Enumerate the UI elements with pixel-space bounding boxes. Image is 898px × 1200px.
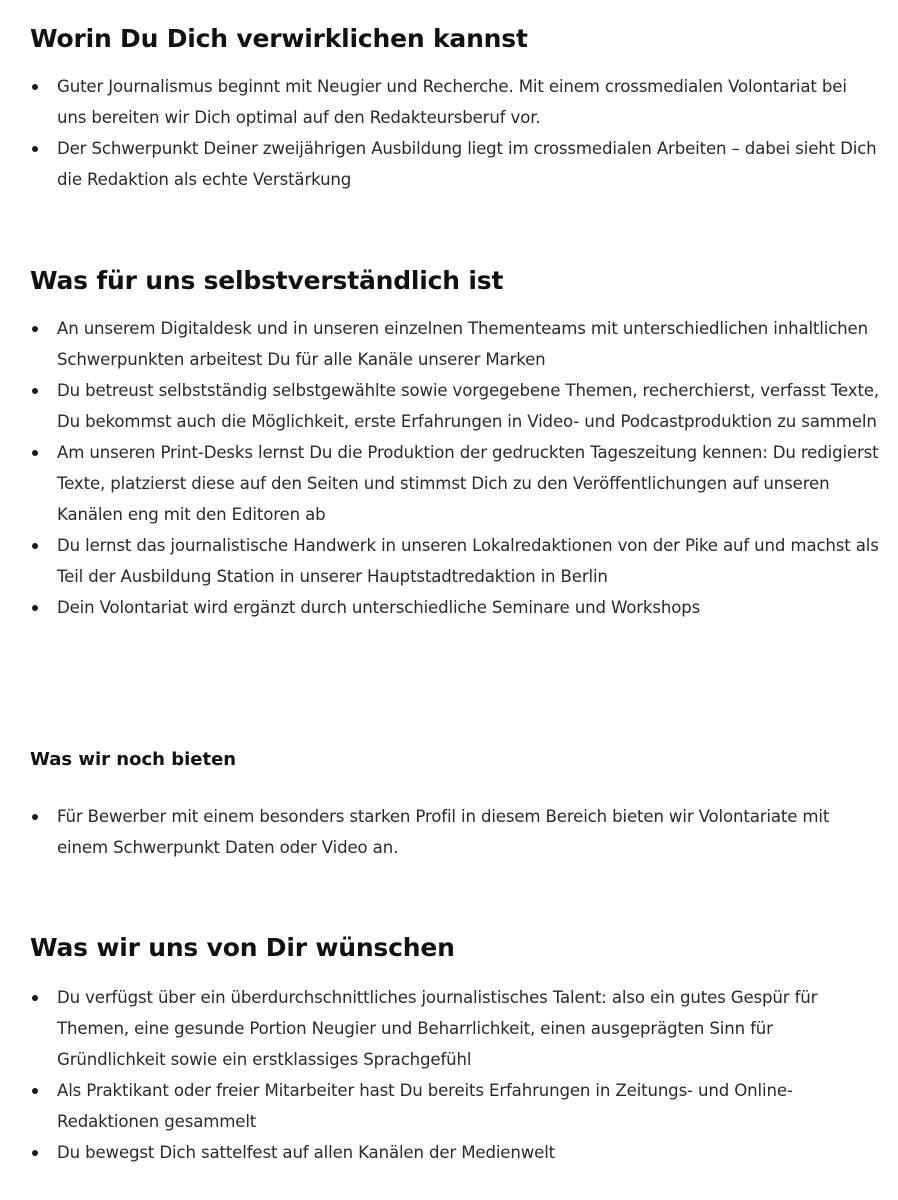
bullet-icon [32,146,38,152]
section-heading-wuenschen: Was wir uns von Dir wünschen [30,933,455,962]
bullet-icon [32,995,38,1001]
list-item-text: Für Bewerber mit einem besonders starken Profil in diesem Bereich bieten wir Volontariate mit einem Schwerpunkt Daten oder Video an. [57,807,830,857]
list-item [30,530,880,592]
bullet-icon [32,814,38,820]
bullet-icon [32,388,38,394]
bullet-icon [32,605,38,611]
list-item-text: Am unseren Print-Desks lernst Du die Produktion der gedruckten Tageszeitung kennen: Du redigierst Texte, platzierst diese auf den Seiten und stimmst Dich zu den Veröffentlichungen auf unseren Kanälen eng mit den Editoren ab [57,443,879,524]
bullet-icon [32,543,38,549]
bullet-list-verwirklichen [30,71,880,195]
bullet-list-wuenschen [30,982,880,1168]
bullet-icon [32,84,38,90]
list-item-text: Guter Journalismus beginnt mit Neugier und Recherche. Mit einem crossmedialen Volontariat bei uns bereiten wir Dich optimal auf den Redakteursberuf vor. [57,77,847,127]
list-item [30,592,880,623]
list-item-text: Du bewegst Dich sattelfest auf allen Kanälen der Medienwelt [57,1143,556,1162]
list-item-text: Dein Volontariat wird ergänzt durch unterschiedliche Seminare und Workshops [57,598,701,617]
list-item-text: Du betreust selbstständig selbstgewählte sowie vorgegebene Themen, recherchierst, verfasst Texte, Du bekommst auch die Möglichkeit, erste Erfahrungen in Video- und Podcastproduktion zu sammeln [57,381,879,431]
bullet-icon [32,1150,38,1156]
list-item [30,801,880,863]
list-item-text: Du lernst das journalistische Handwerk in unseren Lokalredaktionen von der Pike auf und machst als Teil der Ausbildung Station in unserer Hauptstadtredaktion in Berlin [57,536,879,586]
section-heading-selbstverstaendlich: Was für uns selbstverständlich ist [30,266,504,295]
list-item-text: Du verfügst über ein überdurchschnittliches journalistisches Talent: also ein gutes Gespür für Themen, eine gesunde Portion Neugier und Beharrlichkeit, einen ausgeprägten Sinn für Gründlichkeit sowie ein erstklassiges Sprachgefühl [57,988,818,1069]
list-item-text: Als Praktikant oder freier Mitarbeiter hast Du bereits Erfahrungen in Zeitungs- und Online-Redaktionen gesammelt [57,1081,793,1131]
list-item-text: Der Schwerpunkt Deiner zweijährigen Ausbildung liegt im crossmedialen Arbeiten – dabei sieht Dich die Redaktion als echte Verstärkung [57,139,877,189]
list-item [30,1075,880,1137]
list-item [30,375,880,437]
list-item [30,982,880,1075]
list-item [30,313,880,375]
list-item [30,437,880,530]
bullet-icon [32,450,38,456]
bullet-list-noch-bieten [30,801,880,863]
section-subheading-noch-bieten: Was wir noch bieten [30,749,237,770]
bullet-icon [32,1088,38,1094]
section-heading-verwirklichen: Worin Du Dich verwirklichen kannst [30,24,528,53]
bullet-list-selbstverstaendlich [30,313,880,623]
list-item [30,1137,880,1168]
list-item-text: An unserem Digitaldesk und in unseren einzelnen Thementeams mit unterschiedlichen inhaltlichen Schwerpunkten arbeitest Du für alle Kanäle unserer Marken [57,319,868,369]
list-item [30,133,880,195]
list-item [30,71,880,133]
bullet-icon [32,326,38,332]
